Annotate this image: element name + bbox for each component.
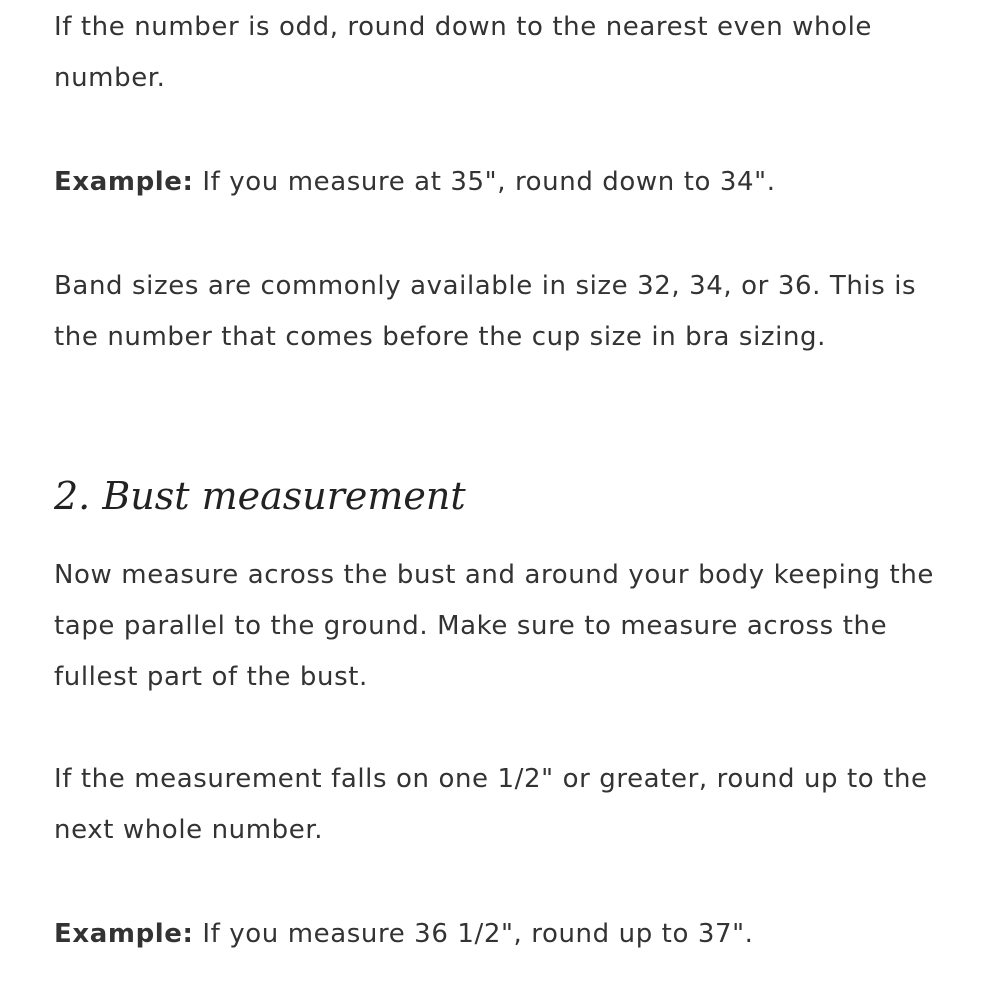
band-sizes-text: Band sizes are commonly available in size 32, 34, or 36. This is the number that comes before the cup size in bra sizing. bbox=[54, 271, 917, 352]
round-up-paragraph bbox=[54, 754, 964, 856]
bust-example-text: If you measure 36 1/2", round up to 37". bbox=[193, 919, 754, 949]
odd-number-paragraph bbox=[54, 2, 964, 104]
bust-instructions-text: Now measure across the bust and around your body keeping the tape parallel to the ground. Make sure to measure across the fullest part of the bust. bbox=[54, 560, 934, 692]
bust-example-paragraph bbox=[54, 909, 964, 960]
band-sizes-paragraph bbox=[54, 261, 964, 363]
band-example-paragraph bbox=[54, 157, 964, 208]
bust-measurement-heading: 2. Bust measurement bbox=[54, 474, 466, 518]
band-example-text: If you measure at 35", round down to 34". bbox=[193, 167, 776, 197]
bust-instructions-paragraph bbox=[54, 550, 964, 703]
odd-number-text: If the number is odd, round down to the nearest even whole number. bbox=[54, 12, 873, 93]
round-up-text: If the measurement falls on one 1/2" or greater, round up to the next whole number. bbox=[54, 764, 928, 845]
band-example-label: Example: bbox=[54, 167, 194, 197]
bust-example-label: Example: bbox=[54, 919, 194, 949]
